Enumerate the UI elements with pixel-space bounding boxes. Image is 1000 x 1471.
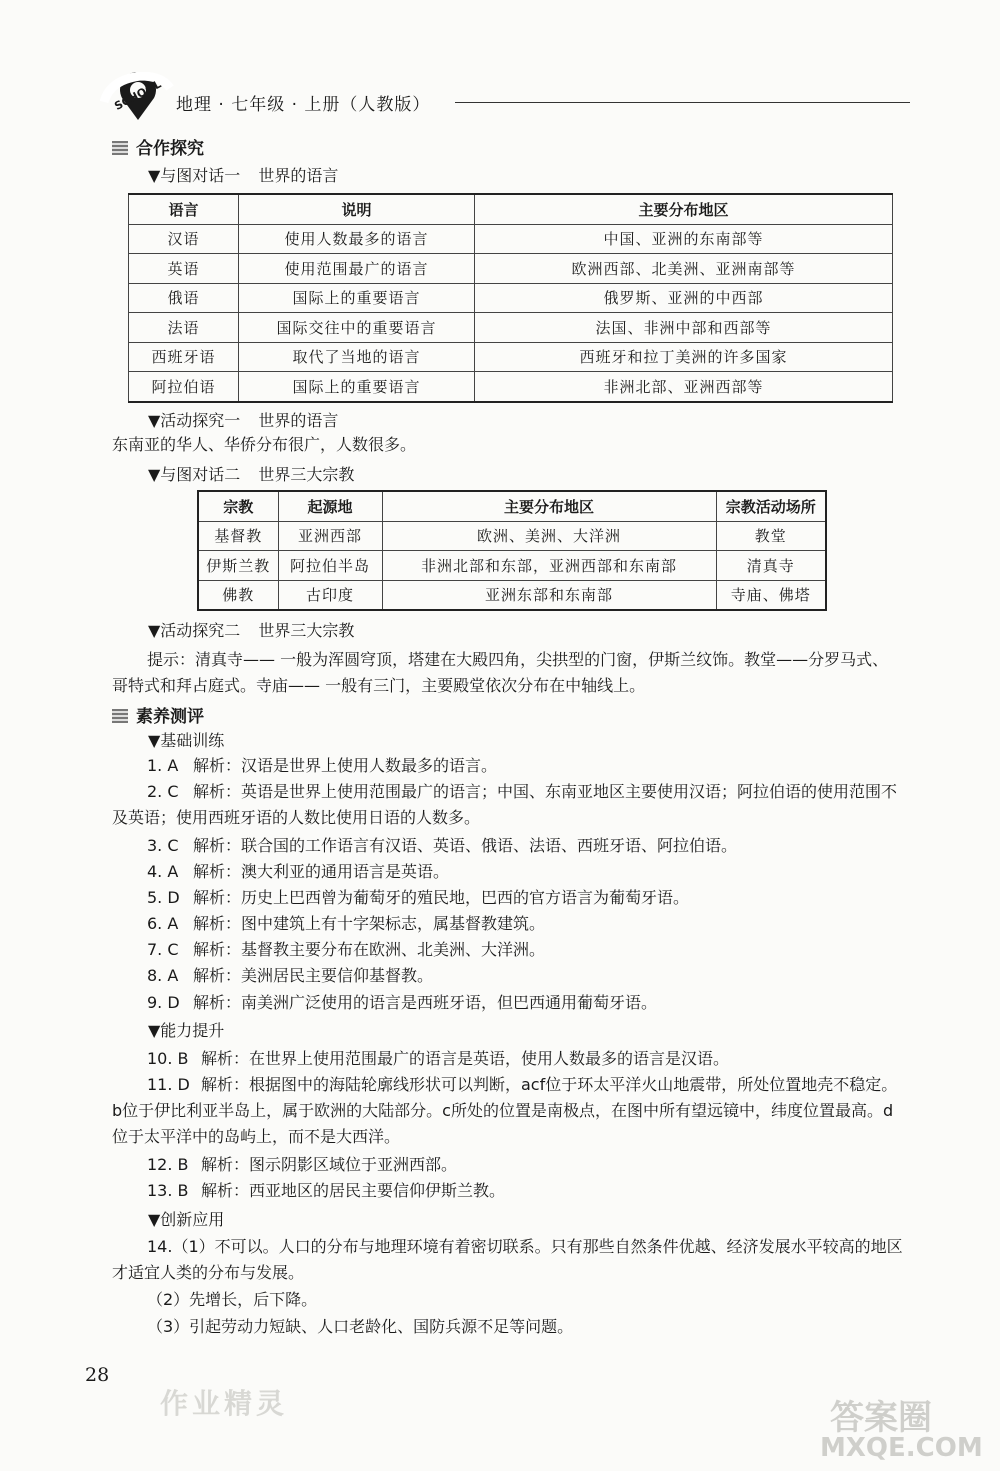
table-cell: 取代了当地的语言: [239, 342, 475, 372]
table-cell: 法语: [129, 313, 239, 343]
subhead-dialog1: [148, 163, 338, 186]
table-cell: 阿拉伯半岛: [278, 551, 382, 581]
table-cell: 亚洲西部: [278, 521, 382, 551]
answer-number: 13. B: [147, 1181, 189, 1200]
answer-item: [147, 937, 545, 963]
answer-item: [147, 990, 657, 1016]
section-cooperate: [112, 134, 204, 159]
activity2-text: 提示：清真寺—— 一般为浑圆穹顶，塔建在大殿四角，尖拱型的门窗，伊斯兰纹饰。教堂——分罗马式、哥特式和拜占庭式。寺庙—— 一般有三门，主要殿堂依次分布在中轴线上。: [112, 650, 889, 695]
answer-item: [147, 885, 689, 911]
section-title: 素养测评: [136, 707, 204, 727]
table-header: 主要分布地区: [475, 194, 893, 224]
table-cell: 使用范围最广的语言: [239, 254, 475, 284]
answer-number: 11. D: [147, 1075, 190, 1094]
table-row: [129, 313, 893, 343]
answer-item: [112, 779, 907, 831]
table-header: 宗教活动场所: [716, 491, 826, 521]
table-row: [129, 283, 893, 313]
header-rule: [455, 102, 910, 103]
watermark: 作业精灵: [160, 1387, 289, 1420]
table-cell: 非洲北部、亚洲西部等: [475, 372, 893, 402]
answer-text: 解析：图中建筑上有十字架标志，属基督教建筑。: [193, 914, 546, 933]
answer-item: [147, 963, 433, 989]
header-title: 地理 · 七年级 · 上册（人教版）: [176, 95, 431, 115]
answer-number: 6. A: [147, 914, 179, 933]
table-cell: 欧洲、美洲、大洋洲: [382, 521, 716, 551]
subhead-label: ▼活动探究二: [148, 621, 241, 640]
school-logo: [100, 72, 175, 122]
table-row: [129, 342, 893, 372]
table-cell: 法国、非洲中部和西部等: [475, 313, 893, 343]
table-cell: 非洲北部和东部，亚洲西部和东南部: [382, 551, 716, 581]
subhead-label: ▼与图对话一: [148, 166, 241, 185]
subhead-activity2: [148, 618, 354, 641]
table-row: [198, 580, 826, 610]
table-cell: 欧洲西部、北美洲、亚洲南部等: [475, 254, 893, 284]
answer-item: [147, 753, 497, 779]
table-row: [198, 521, 826, 551]
table-cell: 国际上的重要语言: [239, 372, 475, 402]
section-marker-icon: [112, 709, 128, 723]
table-cell: 西班牙语: [129, 342, 239, 372]
answer-item: （2）先增长，后下降。: [147, 1290, 318, 1309]
subhead-label: ▼与图对话二: [148, 465, 241, 484]
table-row: [129, 224, 893, 254]
answer-item: （3）引起劳动力短缺、人口老龄化、国防兵源不足等问题。: [147, 1317, 574, 1336]
table-cell: 国际上的重要语言: [239, 283, 475, 313]
table-cell: 寺庙、佛塔: [716, 580, 826, 610]
section-title: 合作探究: [136, 139, 204, 159]
table-header-row: [129, 194, 893, 224]
table-cell: 基督教: [198, 521, 278, 551]
answer-text: 解析：汉语是世界上使用人数最多的语言。: [193, 756, 498, 775]
table-cell: 俄罗斯、亚洲的中西部: [475, 283, 893, 313]
table-cell: 国际交往中的重要语言: [239, 313, 475, 343]
subhead-ability: ▼能力提升: [148, 1021, 225, 1040]
answer-item: [147, 859, 449, 885]
answer-item: [147, 1152, 457, 1178]
table-cell: 清真寺: [716, 551, 826, 581]
answer-number: 10. B: [147, 1049, 189, 1068]
answer-number: 5. D: [147, 888, 180, 907]
answer-text: 解析：南美洲广泛使用的语言是西班牙语，但巴西通用葡萄牙语。: [193, 993, 658, 1012]
page-number: 28: [85, 1364, 110, 1386]
subhead-topic: 世界三大宗教: [258, 621, 355, 640]
subhead-dialog2: [148, 462, 354, 485]
watermark: MXQE.COM: [820, 1433, 983, 1463]
answer-text: 解析：在世界上使用范围最广的语言是英语，使用人数最多的语言是汉语。: [201, 1049, 730, 1068]
answer-text: 解析：历史上巴西曾为葡萄牙的殖民地，巴西的官方语言为葡萄牙语。: [193, 888, 690, 907]
answer-number: 4. A: [147, 862, 179, 881]
subhead-activity1: [148, 408, 338, 431]
table-cell: 古印度: [278, 580, 382, 610]
subhead-basic: ▼基础训练: [148, 731, 225, 750]
table-cell: 伊斯兰教: [198, 551, 278, 581]
answer-number: 9. D: [147, 993, 180, 1012]
table-cell: 使用人数最多的语言: [239, 224, 475, 254]
table-row: [129, 372, 893, 402]
answer-text: 解析：图示阴影区域位于亚洲西部。: [201, 1155, 458, 1174]
answer-item: [147, 833, 737, 859]
table-row: [129, 254, 893, 284]
answer-item: [147, 1178, 505, 1204]
answer-item: [112, 1072, 907, 1150]
table-cell: 俄语: [129, 283, 239, 313]
answer-number: 1. A: [147, 756, 179, 775]
answer-item: 14.（1）不可以。人口的分布与地理环境有着密切联系。只有那些自然条件优越、经济发展水平较高的地区才适宜人类的分布与发展。: [112, 1237, 903, 1282]
table-cell: 教堂: [716, 521, 826, 551]
table-cell: 亚洲东部和东南部: [382, 580, 716, 610]
answer-number: 8. A: [147, 966, 179, 985]
answer-text: 解析：根据图中的海陆轮廓线形状可以判断，acf位于环太平洋火山地震带，所处位置地壳不稳定。b位于伊比利亚半岛上，属于欧洲的大陆部分。c所处的位置是南极点，在图中所有望远镜中，纬度位置最高。d位于太平洋中的岛屿上，而不是大西洋。: [112, 1075, 898, 1146]
answer-number: 2. C: [147, 782, 179, 801]
answer-number: 3. C: [147, 836, 179, 855]
table-header: 主要分布地区: [382, 491, 716, 521]
table-cell: 佛教: [198, 580, 278, 610]
section-assess: [112, 702, 204, 727]
answer-item: [147, 1046, 729, 1072]
table-header: 起源地: [278, 491, 382, 521]
subhead-topic: 世界的语言: [258, 411, 339, 430]
subhead-innovation: ▼创新应用: [148, 1210, 225, 1229]
table-cell: 西班牙和拉丁美洲的许多国家: [475, 342, 893, 372]
answer-text: 解析：美洲居民主要信仰基督教。: [193, 966, 434, 985]
table-cell: 汉语: [129, 224, 239, 254]
religion-table: [197, 490, 827, 611]
subhead-topic: 世界的语言: [258, 166, 339, 185]
answer-text: 解析：联合国的工作语言有汉语、英语、俄语、法语、西班牙语、阿拉伯语。: [193, 836, 738, 855]
answer-number: 12. B: [147, 1155, 189, 1174]
table-cell: 英语: [129, 254, 239, 284]
table-cell: 阿拉伯语: [129, 372, 239, 402]
section-marker-icon: [112, 141, 128, 155]
table-cell: 中国、亚洲的东南部等: [475, 224, 893, 254]
activity1-text: 东南亚的华人、华侨分布很广，人数很多。: [112, 435, 417, 454]
table-header: 说明: [239, 194, 475, 224]
subhead-topic: 世界三大宗教: [258, 465, 355, 484]
answer-text: 解析：基督教主要分布在欧洲、北美洲、大洋洲。: [193, 940, 546, 959]
answer-number: 7. C: [147, 940, 179, 959]
subhead-label: ▼活动探究一: [148, 411, 241, 430]
svg-text:SCHOOL: SCHOOL: [112, 77, 164, 113]
table-header: 宗教: [198, 491, 278, 521]
table-header: 语言: [129, 194, 239, 224]
answer-text: 解析：西亚地区的居民主要信仰伊斯兰教。: [201, 1181, 506, 1200]
table-header-row: [198, 491, 826, 521]
page-header: [100, 72, 910, 122]
answer-text: 解析：英语是世界上使用范围最广的语言；中国、东南亚地区主要使用汉语；阿拉伯语的使用范围不及英语；使用西班牙语的人数比使用日语的人数多。: [112, 782, 898, 827]
table-row: [198, 551, 826, 581]
answer-item: [147, 911, 545, 937]
language-table: [128, 193, 893, 403]
watermark: 答案圈: [830, 1398, 932, 1438]
answer-text: 解析：澳大利亚的通用语言是英语。: [193, 862, 450, 881]
